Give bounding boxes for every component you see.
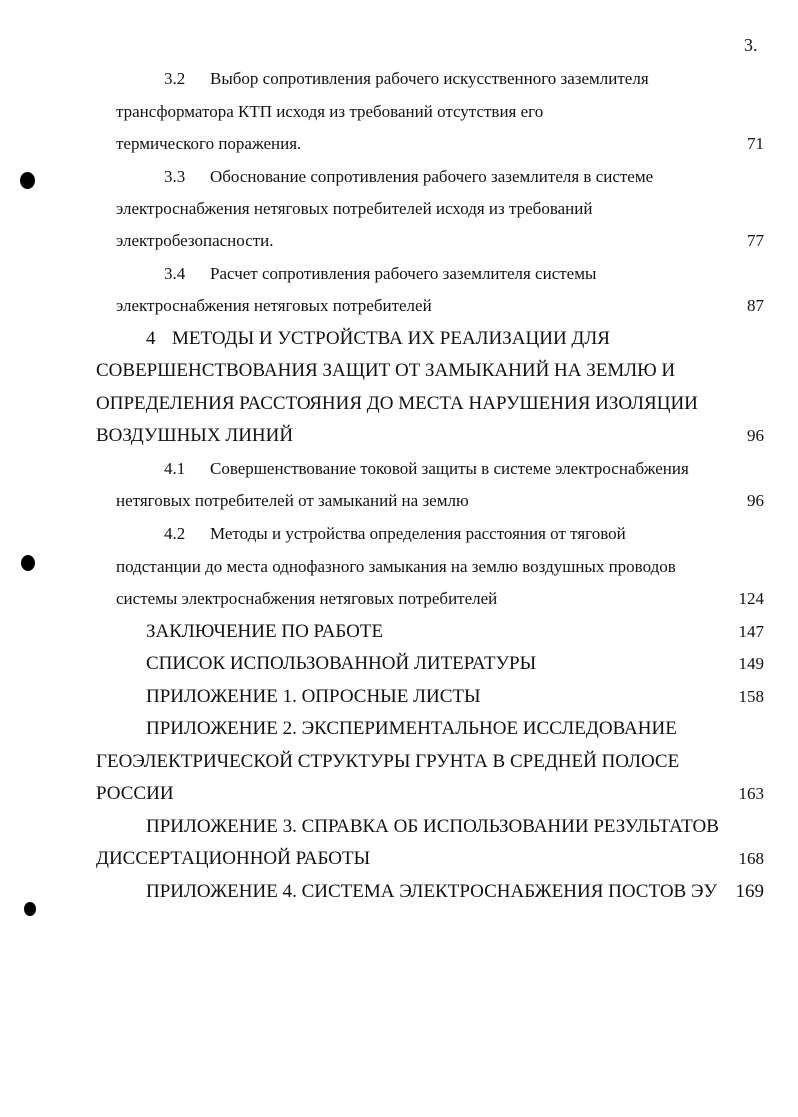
toc-entry-appendix-2-line-3: [0, 781, 764, 807]
toc-line: нетяговых потребителей от замыканий на землю: [116, 491, 469, 510]
section-number: 4.2: [164, 524, 186, 543]
toc-entry-conclusion: [0, 619, 764, 645]
toc-entry-3-4-line-1: [0, 261, 764, 287]
toc-page-number: 168: [738, 849, 764, 868]
toc-page-number: 158: [738, 687, 764, 706]
toc-entry-appendix-3-line-2: [0, 846, 764, 872]
toc-entry-3-3-line-2: [0, 196, 764, 222]
section-number: 3.3: [164, 167, 186, 186]
toc-line: Выбор сопротивления рабочего искусственного заземлителя: [210, 69, 649, 88]
toc-line: системы электроснабжения нетяговых потребителей: [116, 589, 498, 608]
section-number: 4: [146, 328, 156, 349]
toc-line: ЗАКЛЮЧЕНИЕ ПО РАБОТЕ: [146, 621, 384, 642]
toc-entry-appendix-1: [0, 684, 764, 710]
toc-page-number: 96: [747, 491, 764, 510]
toc-line: трансформатора КТП исходя из требований отсутствия его: [116, 102, 544, 121]
toc-page-number: 147: [738, 622, 764, 641]
toc-entry-3-3-line-3: [0, 228, 764, 254]
toc-page-number: 87: [747, 296, 764, 315]
toc-line: РОССИИ: [96, 783, 174, 804]
toc-page-number: 71: [747, 134, 764, 153]
toc-page-number: 96: [747, 426, 764, 445]
toc-entry-appendix-4: [0, 879, 764, 905]
toc-line: электроснабжения нетяговых потребителей исходя из требований: [116, 199, 593, 218]
toc-line: СПИСОК ИСПОЛЬЗОВАННОЙ ЛИТЕРАТУРЫ: [146, 653, 537, 674]
toc-line: электробезопасности.: [116, 231, 274, 250]
toc-entry-4-2-line-3: [0, 586, 764, 612]
toc-line: ДИССЕРТАЦИОННОЙ РАБОТЫ: [96, 848, 371, 869]
toc-line: ПРИЛОЖЕНИЕ 3. СПРАВКА ОБ ИСПОЛЬЗОВАНИИ РЕЗУЛЬТАТОВ: [146, 816, 719, 837]
toc-entry-4-line-4: [0, 423, 764, 449]
toc-entry-3-2-line-1: [0, 66, 764, 92]
punch-hole-mark: [21, 555, 35, 571]
toc-line: ГЕОЭЛЕКТРИЧЕСКОЙ СТРУКТУРЫ ГРУНТА В СРЕДНЕЙ ПОЛОСЕ: [96, 751, 680, 772]
toc-line: Совершенствование токовой защиты в системе электроснабжения: [210, 459, 689, 478]
toc-entry-3-3-line-1: [0, 164, 764, 190]
toc-line: ВОЗДУШНЫХ ЛИНИЙ: [96, 425, 294, 446]
toc-line: Обоснование сопротивления рабочего заземлителя в системе: [210, 167, 654, 186]
punch-hole-mark: [20, 172, 35, 189]
toc-entry-appendix-3-line-1: [0, 814, 764, 840]
toc-page-number: 169: [735, 881, 764, 902]
toc-entry-3-2-line-3: [0, 131, 764, 157]
page-number: 3.: [744, 35, 758, 55]
toc-page-number: 149: [738, 654, 764, 673]
toc-line: Расчет сопротивления рабочего заземлителя системы: [210, 264, 597, 283]
toc-line: ПРИЛОЖЕНИЕ 2. ЭКСПЕРИМЕНТАЛЬНОЕ ИССЛЕДОВАНИЕ: [146, 718, 677, 739]
toc-line: термического поражения.: [116, 134, 302, 153]
toc-entry-4-2-line-1: [0, 521, 764, 547]
toc-entry-4-1-line-2: [0, 488, 764, 514]
toc-line: ПРИЛОЖЕНИЕ 1. ОПРОСНЫЕ ЛИСТЫ: [146, 686, 481, 707]
toc-line: подстанции до места однофазного замыкания на землю воздушных проводов: [116, 557, 676, 576]
toc-entry-4-line-2: [0, 358, 764, 384]
toc-line: электроснабжения нетяговых потребителей: [116, 296, 432, 315]
toc-line: ОПРЕДЕЛЕНИЯ РАССТОЯНИЯ ДО МЕСТА НАРУШЕНИЯ ИЗОЛЯЦИИ: [96, 393, 698, 414]
toc-entry-appendix-2-line-2: [0, 749, 764, 775]
toc-line: Методы и устройства определения расстояния от тяговой: [210, 524, 626, 543]
toc-entry-3-2-line-2: [0, 99, 764, 125]
toc-page-number: 124: [738, 589, 764, 608]
toc-entry-4-1-line-1: [0, 456, 764, 482]
toc-entry-3-4-line-2: [0, 293, 764, 319]
toc-entry-4-2-line-2: [0, 554, 764, 580]
toc-line: СОВЕРШЕНСТВОВАНИЯ ЗАЩИТ ОТ ЗАМЫКАНИЙ НА ЗЕМЛЮ И: [96, 360, 676, 381]
toc-entry-4-line-1: [0, 326, 764, 352]
section-number: 3.2: [164, 69, 186, 88]
toc-entry-references: [0, 651, 764, 677]
toc-page-number: 77: [747, 231, 764, 250]
toc-entry-appendix-2-line-1: [0, 716, 764, 742]
toc-page-number: 163: [738, 784, 764, 803]
toc-line: ПРИЛОЖЕНИЕ 4. СИСТЕМА ЭЛЕКТРОСНАБЖЕНИЯ ПОСТОВ ЭУ: [146, 881, 717, 902]
toc-entry-4-line-3: [0, 391, 764, 417]
toc-line: МЕТОДЫ И УСТРОЙСТВА ИХ РЕАЛИЗАЦИИ ДЛЯ: [172, 328, 610, 349]
section-number: 4.1: [164, 459, 186, 478]
section-number: 3.4: [164, 264, 186, 283]
punch-hole-mark: [24, 902, 36, 916]
